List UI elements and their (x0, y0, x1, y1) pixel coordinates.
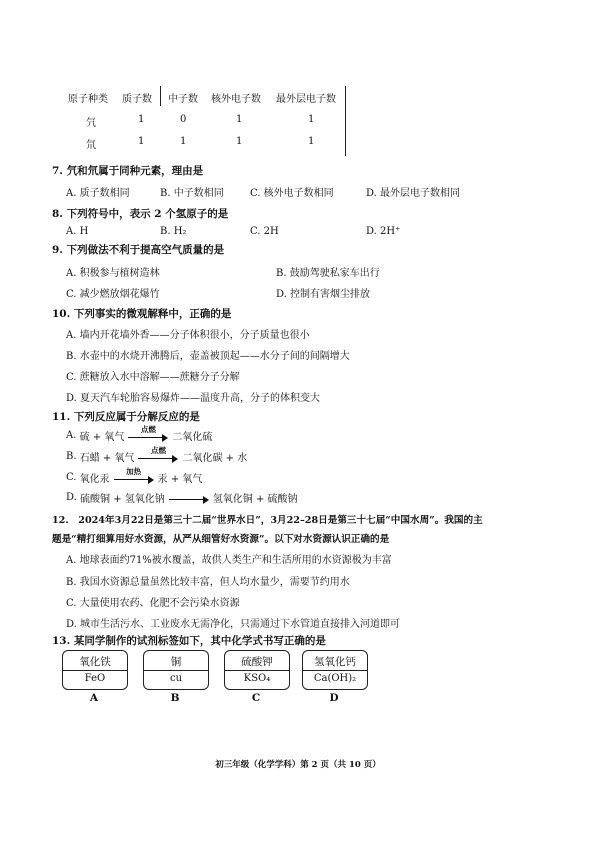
reactants: 石蜡 + 氧气 (79, 453, 135, 464)
table-header-cell: 最外层电子数 (276, 94, 336, 105)
q9-option-b[interactable]: B. 鼓励驾驶私家车出行 (276, 268, 380, 279)
table-header-cell: 中子数 (168, 94, 198, 105)
q12-option-c[interactable]: C. 大量使用农药、化肥不会污染水资源 (66, 598, 240, 609)
q11-option-c[interactable] (66, 466, 203, 485)
label-letter-d: D (329, 692, 339, 704)
q10-option-b[interactable]: B. 水壶中的水烧开沸腾后，壶盖被顶起——水分子间的间隔增大 (66, 351, 350, 362)
option-letter: D. (66, 492, 77, 503)
reagent-label-b[interactable] (143, 650, 209, 690)
reagent-name: 硫酸钾 (241, 656, 273, 668)
page-footer: 初三年级（化学学科）第 2 页（共 10 页） (215, 760, 381, 770)
q9-option-a[interactable]: A. 积极参与植树造林 (66, 268, 160, 279)
q9-option-d[interactable]: D. 控制有害烟尘排放 (276, 289, 371, 300)
option-letter: B. (66, 451, 77, 462)
reaction-arrow (114, 466, 154, 483)
table-cell: 1 (236, 136, 243, 147)
label-letter-c: C (251, 692, 261, 704)
reactants: 氧化汞 (79, 474, 110, 485)
table-header-cell: 质子数 (122, 94, 152, 105)
q8-option-c[interactable]: C. 2H (250, 226, 279, 237)
question-7-stem: 7. 氕和氘属于同种元素，理由是 (52, 165, 204, 177)
reagent-name: 氢氧化钙 (314, 656, 356, 668)
q7-option-b[interactable]: B. 中子数相同 (160, 188, 224, 199)
products: 二氧化碳 + 水 (182, 453, 248, 464)
table-cell: 1 (138, 136, 145, 147)
q7-option-d[interactable]: D. 最外层电子数相同 (366, 188, 461, 199)
reactants: 硫酸铜 + 氢氧化钠 (80, 494, 165, 505)
table-cell: 1 (236, 114, 243, 125)
reagent-formula: KSO₄ (243, 673, 271, 684)
question-11-stem: 11. 下列反应属于分解反应的是 (52, 411, 200, 423)
products: 汞 + 氧气 (157, 474, 203, 485)
table-cell: 氘 (86, 140, 96, 151)
table-cell: 0 (180, 114, 187, 125)
q10-option-d[interactable]: D. 夏天汽车轮胎容易爆炸——温度升高，分子的体积变大 (66, 393, 321, 404)
reagent-label-a[interactable] (62, 650, 128, 690)
reagent-label-c[interactable] (224, 650, 290, 690)
reaction-arrow (128, 424, 168, 441)
table-cell: 1 (308, 114, 315, 125)
question-13-stem: 13. 某同学制作的试剂标签如下，其中化学式书写正确的是 (52, 635, 326, 647)
table-cell: 氕 (86, 118, 96, 129)
table-cell: 1 (308, 136, 315, 147)
option-letter: C. (66, 472, 77, 483)
reaction-condition: 点燃 (140, 424, 156, 434)
table-divider (345, 86, 346, 156)
reactants: 硫 + 氧气 (79, 432, 125, 443)
reaction-condition: 点燃 (150, 445, 166, 455)
question-10-stem: 10. 下列事实的微观解释中，正确的是 (52, 308, 232, 320)
table-divider (160, 86, 161, 106)
reagent-name: 铜 (170, 656, 182, 668)
products: 二氧化硫 (172, 432, 213, 443)
q12-option-b[interactable]: B. 我国水资源总量虽然比较丰富，但人均水量少，需要节约用水 (66, 577, 350, 588)
q7-option-c[interactable]: C. 核外电子数相同 (250, 188, 334, 199)
table-header-cell: 原子种类 (68, 94, 108, 105)
question-12-stem-line-2: 题是“精打细算用好水资源，从严从细管好水资源”。以下对水资源认识正确的是 (52, 534, 390, 545)
q11-option-d[interactable] (66, 490, 298, 505)
question-9-stem: 9. 下列做法不利于提高空气质量的是 (52, 244, 225, 256)
reaction-arrow (169, 493, 209, 503)
q7-option-a[interactable]: A. 质子数相同 (66, 188, 130, 199)
products: 氢氧化铜 + 硫酸钠 (212, 494, 298, 505)
q8-option-a[interactable]: A. H (66, 226, 89, 237)
q11-option-a[interactable] (66, 424, 213, 443)
q10-option-a[interactable]: A. 墙内开花墙外香——分子体积很小，分子质量也很小 (66, 330, 310, 341)
q12-option-a[interactable]: A. 地球表面约71%被水覆盖，故供人类生产和生活所用的水资源极为丰富 (66, 555, 392, 566)
option-letter: A. (66, 430, 77, 441)
table-cell: 1 (180, 136, 187, 147)
question-8-stem: 8. 下列符号中，表示 2 个氢原子的是 (52, 208, 229, 220)
q8-option-b[interactable]: B. H₂ (160, 226, 187, 237)
reaction-condition: 加热 (126, 466, 142, 476)
q8-option-d[interactable]: D. 2H⁺ (366, 226, 401, 237)
table-header-cell: 核外电子数 (211, 94, 261, 105)
reaction-arrow (138, 445, 178, 462)
q12-option-d[interactable]: D. 城市生活污水、工业废水无需净化，只需通过下水管道直接排入河道即可 (66, 619, 401, 630)
question-12-stem-line-1: 12. 2024年3月22日是第三十二届“世界水日”，3月22–28日是第三十七届“中国水周”。我国的主 (52, 515, 483, 526)
table-cell: 1 (138, 114, 145, 125)
label-letter-a: A (89, 692, 99, 704)
reagent-formula: cu (169, 673, 183, 684)
reagent-name: 氧化铁 (79, 656, 111, 668)
reagent-formula: Ca(OH)₂ (313, 673, 357, 684)
label-letter-b: B (170, 692, 180, 704)
q9-option-c[interactable]: C. 减少燃放烟花爆竹 (66, 289, 160, 300)
reagent-formula: FeO (84, 673, 106, 684)
q11-option-b[interactable] (66, 445, 248, 464)
q10-option-c[interactable]: C. 蔗糖放入水中溶解——蔗糖分子分解 (66, 372, 240, 383)
reagent-label-d[interactable] (302, 650, 368, 690)
